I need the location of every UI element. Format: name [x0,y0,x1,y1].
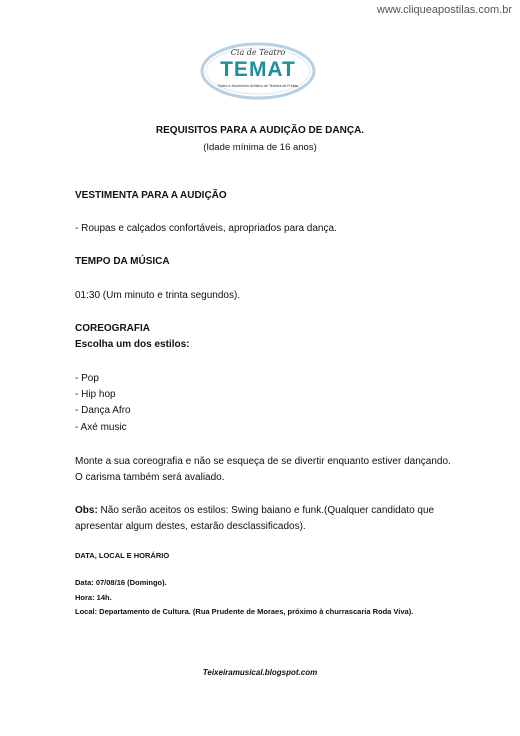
obs-text: Não serão aceitos os estilos: Swing baiano e funk.(Qualquer candidato que apresentar algum destes, estarão desclassificados). [75,505,435,532]
text-tempo: 01:30 (Um minuto e trinta segundos). [75,290,241,301]
event-place: Local: Departamento de Cultura. (Rua Prudente de Moraes, próximo à churrascaria Roda Viva). [75,607,414,616]
text-coreografia: Monte a sua coreografia e não se esqueça de se divertir enquanto estiver dançando. O carisma também será avaliado. [75,456,451,483]
list-item-style: - Axé music [75,422,127,433]
temat-logo [200,42,316,100]
event-time: Hora: 14h. [75,593,112,602]
footer-blog-url: Teixeiramusical.blogspot.com [202,668,318,677]
list-item-style: - Hip hop [75,389,116,400]
subheading-estilos: Escolha um dos estilos: [75,339,190,350]
list-item-style: - Pop [75,373,99,384]
event-date: Data: 07/08/16 (Domingo). [75,578,167,587]
watermark-url: www.cliqueapostilas.com.br [376,4,512,16]
text-vestimenta: - Roupas e calçados confortáveis, apropriados para dança. [75,223,337,234]
document-title: REQUISITOS PARA A AUDIÇÃO DE DANÇA. [155,125,365,136]
heading-tempo: TEMPO DA MÚSICA [75,256,170,267]
logo-name: TEMAT [220,58,296,81]
list-item-style: - Dança Afro [75,405,131,416]
document-subtitle: (Idade mínima de 16 anos) [203,142,317,153]
obs-label: Obs: [75,505,98,516]
logo-script-text: Cia de Teatro [230,48,286,57]
heading-data-local: DATA, LOCAL E HORÁRIO [75,551,170,560]
logo-tagline: Teatro e Movimento Artístico de Teixeira de Freitas [217,84,299,88]
obs-paragraph [75,503,455,535]
heading-vestimenta: VESTIMENTA PARA A AUDIÇÃO [75,190,227,201]
heading-coreografia: COREOGRAFIA [75,323,150,334]
